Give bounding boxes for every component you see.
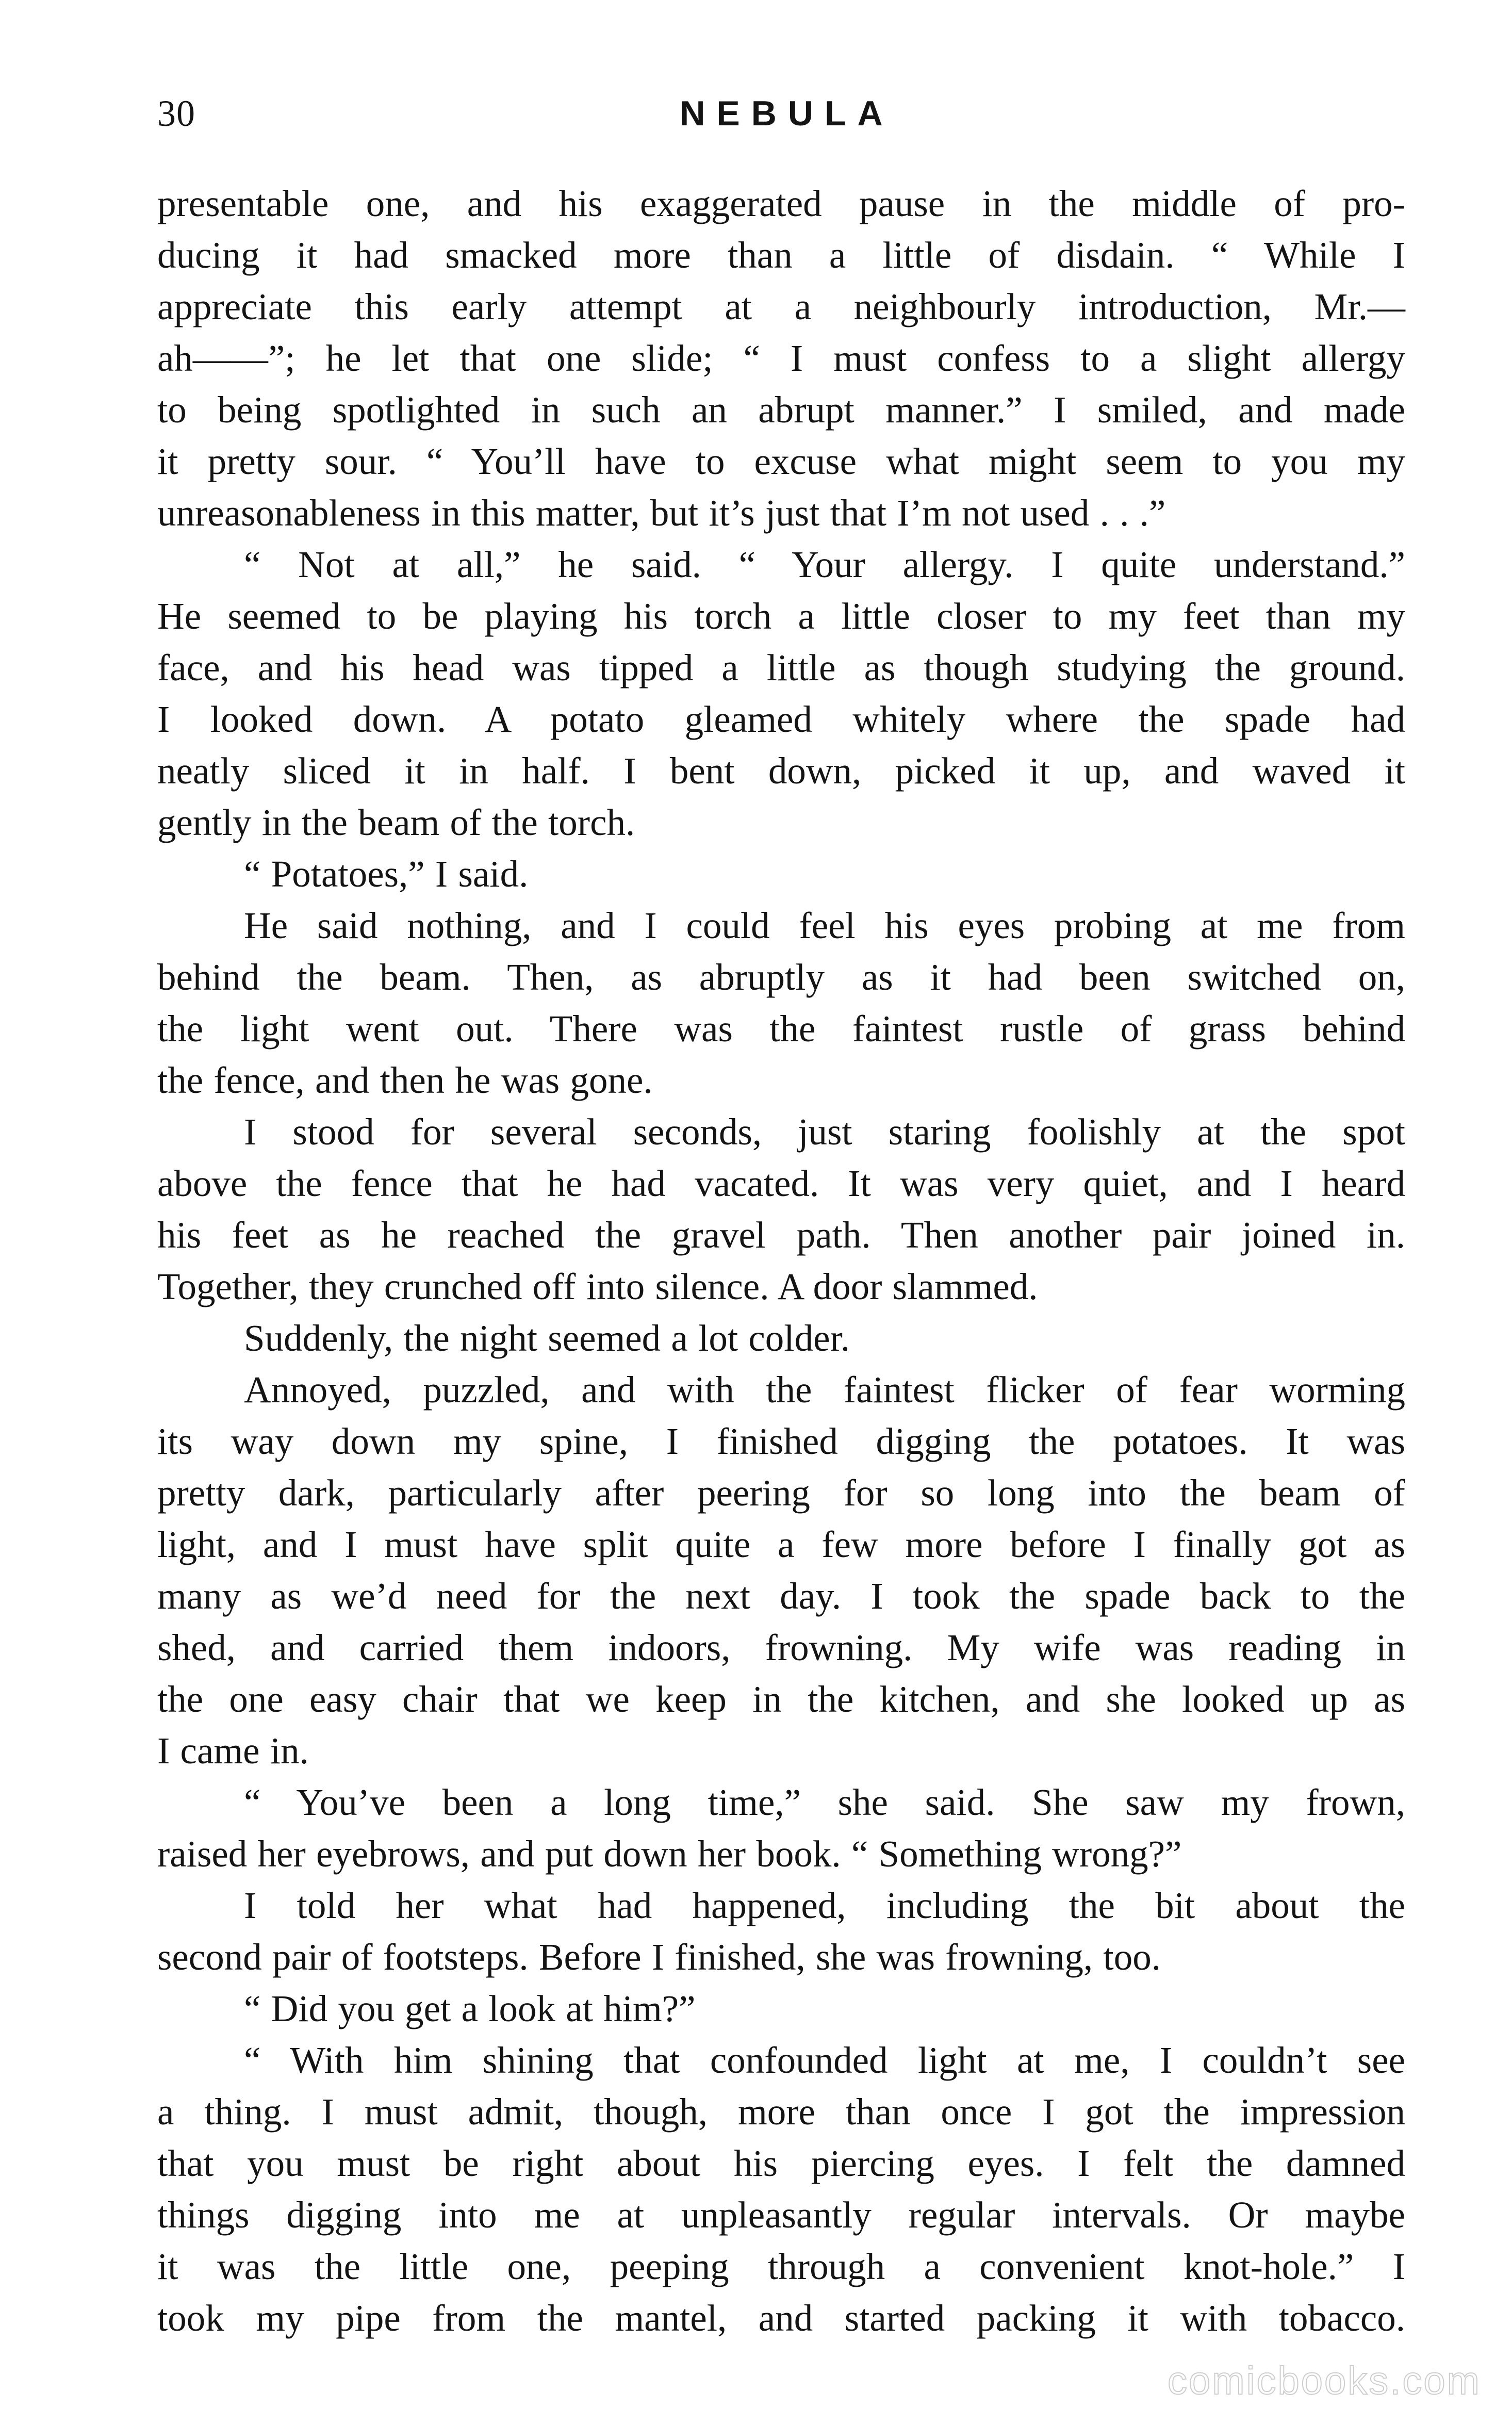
text-line: his feet as he reached the gravel path. Then another pair joined in. (157, 1214, 1405, 1256)
body-text (157, 178, 1405, 2344)
text-line: shed, and carried them indoors, frowning. My wife was reading in (157, 1627, 1405, 1668)
text-line: appreciate this early attempt at a neighbourly introduction, Mr.— (157, 286, 1405, 327)
text-line: He said nothing, and I could feel his eyes probing at me from (244, 905, 1405, 946)
text-line: unreasonableness in this matter, but it’s just that I’m not used . . .” (157, 492, 1166, 534)
text-line: He seemed to be playing his torch a little closer to my feet than my (157, 595, 1405, 637)
text-line: things digging into me at unpleasantly regular intervals. Or maybe (157, 2194, 1405, 2236)
text-line: it was the little one, peeping through a convenient knot-hole.” I (157, 2246, 1405, 2287)
text-line: “ Potatoes,” I said. (244, 853, 529, 895)
text-line: “ Did you get a look at him?” (244, 1988, 696, 2029)
text-line: I came in. (157, 1730, 309, 1772)
text-line: second pair of footsteps. Before I finished, she was frowning, too. (157, 1936, 1161, 1978)
text-line: gently in the beam of the torch. (157, 801, 635, 843)
text-line: ah——”; he let that one slide; “ I must confess to a slight allergy (157, 337, 1405, 379)
text-line: I told her what had happened, including the bit about the (244, 1885, 1405, 1926)
text-line: face, and his head was tipped a little as though studying the ground. (157, 647, 1405, 689)
text-line: I looked down. A potato gleamed whitely where the spade had (157, 698, 1405, 740)
watermark: comicbooks.com (1168, 2359, 1481, 2403)
text-line: the fence, and then he was gone. (157, 1059, 653, 1101)
text-line: its way down my spine, I finished digging the potatoes. It was (157, 1420, 1405, 1462)
text-line: many as we’d need for the next day. I took the spade back to the (157, 1575, 1405, 1617)
running-title: NEBULA (680, 94, 894, 133)
text-line: I stood for several seconds, just staring foolishly at the spot (244, 1111, 1405, 1153)
text-line: pretty dark, particularly after peering for so long into the beam of (157, 1472, 1405, 1514)
text-line: Together, they crunched off into silence. A door slammed. (157, 1266, 1038, 1307)
page-number: 30 (157, 93, 195, 134)
text-line: above the fence that he had vacated. It was very quiet, and I heard (157, 1162, 1405, 1204)
text-line: Suddenly, the night seemed a lot colder. (244, 1317, 850, 1359)
text-line: that you must be right about his piercing eyes. I felt the damned (157, 2142, 1405, 2184)
text-line: “ With him shining that confounded light at me, I couldn’t see (244, 2039, 1405, 2081)
text-line: “ You’ve been a long time,” she said. She saw my frown, (244, 1781, 1405, 1823)
text-line: took my pipe from the mantel, and started packing it with tobacco. (157, 2297, 1405, 2339)
text-line: behind the beam. Then, as abruptly as it had been switched on, (157, 956, 1405, 998)
text-line: “ Not at all,” he said. “ Your allergy. I quite understand.” (244, 544, 1405, 585)
text-line: the light went out. There was the faintest rustle of grass behind (157, 1008, 1405, 1050)
text-line: Annoyed, puzzled, and with the faintest flicker of fear worming (244, 1369, 1405, 1411)
text-line: neatly sliced it in half. I bent down, picked it up, and waved it (157, 750, 1405, 792)
text-line: the one easy chair that we keep in the kitchen, and she looked up as (157, 1678, 1405, 1720)
text-line: light, and I must have split quite a few more before I finally got as (157, 1524, 1405, 1565)
text-line: raised her eyebrows, and put down her book. “ Something wrong?” (157, 1833, 1182, 1875)
text-line: it pretty sour. “ You’ll have to excuse what might seem to you my (157, 440, 1405, 482)
text-line: ducing it had smacked more than a little of disdain. “ While I (157, 234, 1405, 276)
text-line: to being spotlighted in such an abrupt manner.” I smiled, and made (157, 389, 1405, 431)
text-line: a thing. I must admit, though, more than once I got the impression (157, 2091, 1405, 2133)
running-header (157, 83, 1405, 144)
text-line: presentable one, and his exaggerated pause in the middle of pro- (157, 183, 1405, 224)
